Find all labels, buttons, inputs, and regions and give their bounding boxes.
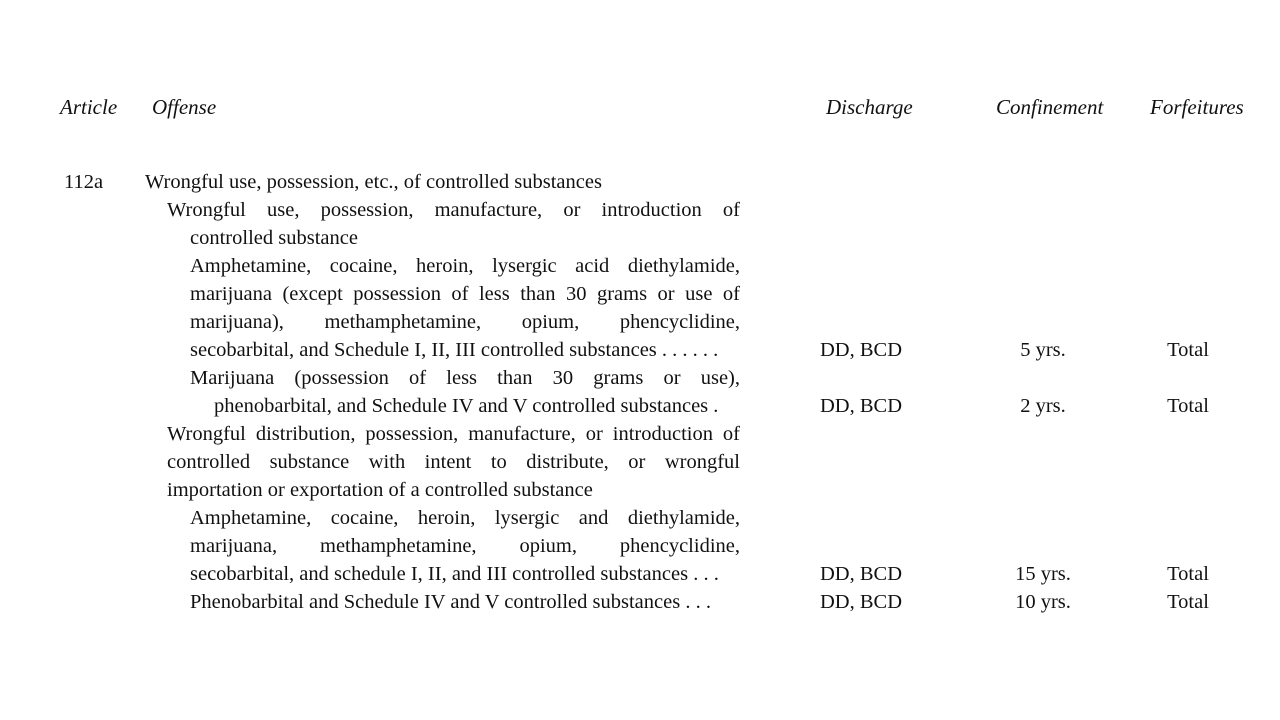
section-2-item-1-line-2: marijuana, methamphetamine, opium, phencyclidine, [190, 535, 740, 557]
confinement-value: 5 yrs. [1020, 339, 1066, 361]
section-1-item-1-line-4: secobarbital, and Schedule I, II, III controlled substances . . . . . . [190, 339, 719, 361]
header-offense: Offense [152, 95, 217, 119]
section-1-item-2-line-2: phenobarbital, and Schedule IV and V controlled substances . [214, 395, 719, 417]
discharge-value: DD, BCD [819, 591, 902, 613]
forfeitures-value: Total [1167, 395, 1209, 417]
section-2-heading-line-2: controlled substance with intent to distribute, or wrongful [167, 451, 740, 473]
header-forfeitures: Forfeitures [1150, 95, 1244, 119]
section-2-item-2-line-1: Phenobarbital and Schedule IV and V controlled substances . . . [190, 591, 711, 613]
section-1-item-1-line-3: marijuana), methamphetamine, opium, phencyclidine, [190, 311, 740, 333]
offense-title: Wrongful use, possession, etc., of controlled substances [145, 171, 602, 193]
confinement-value: 2 yrs. [1020, 395, 1066, 417]
section-1-heading-line-2: controlled substance [190, 227, 358, 249]
discharge-value: DD, BCD [819, 563, 902, 585]
header-discharge: Discharge [826, 95, 913, 119]
section-2-heading-line-1: Wrongful distribution, possession, manufacture, or introduction of [167, 423, 740, 445]
section-1-item-1-line-1: Amphetamine, cocaine, heroin, lysergic acid diethylamide, [190, 255, 740, 277]
discharge-value: DD, BCD [819, 395, 902, 417]
section-1-heading-line-1: Wrongful use, possession, manufacture, or introduction of [167, 199, 740, 221]
discharge-value: DD, BCD [819, 339, 902, 361]
section-1-item-1-line-2: marijuana (except possession of less than 30 grams or use of [190, 283, 740, 305]
forfeitures-value: Total [1167, 339, 1209, 361]
confinement-value: 15 yrs. [1015, 563, 1071, 585]
section-1-item-2-line-1: Marijuana (possession of less than 30 grams or use), [190, 367, 740, 389]
section-2-item-1-line-3: secobarbital, and schedule I, II, and III controlled substances . . . [190, 563, 719, 585]
section-2-item-1-line-1: Amphetamine, cocaine, heroin, lysergic and diethylamide, [190, 507, 740, 529]
header-article: Article [60, 95, 118, 119]
header-confinement: Confinement [996, 95, 1104, 119]
section-2-heading-line-3: importation or exportation of a controlled substance [167, 479, 593, 501]
confinement-value: 10 yrs. [1015, 591, 1071, 613]
forfeitures-value: Total [1167, 591, 1209, 613]
article-number: 112a [64, 171, 104, 193]
forfeitures-value: Total [1167, 563, 1209, 585]
